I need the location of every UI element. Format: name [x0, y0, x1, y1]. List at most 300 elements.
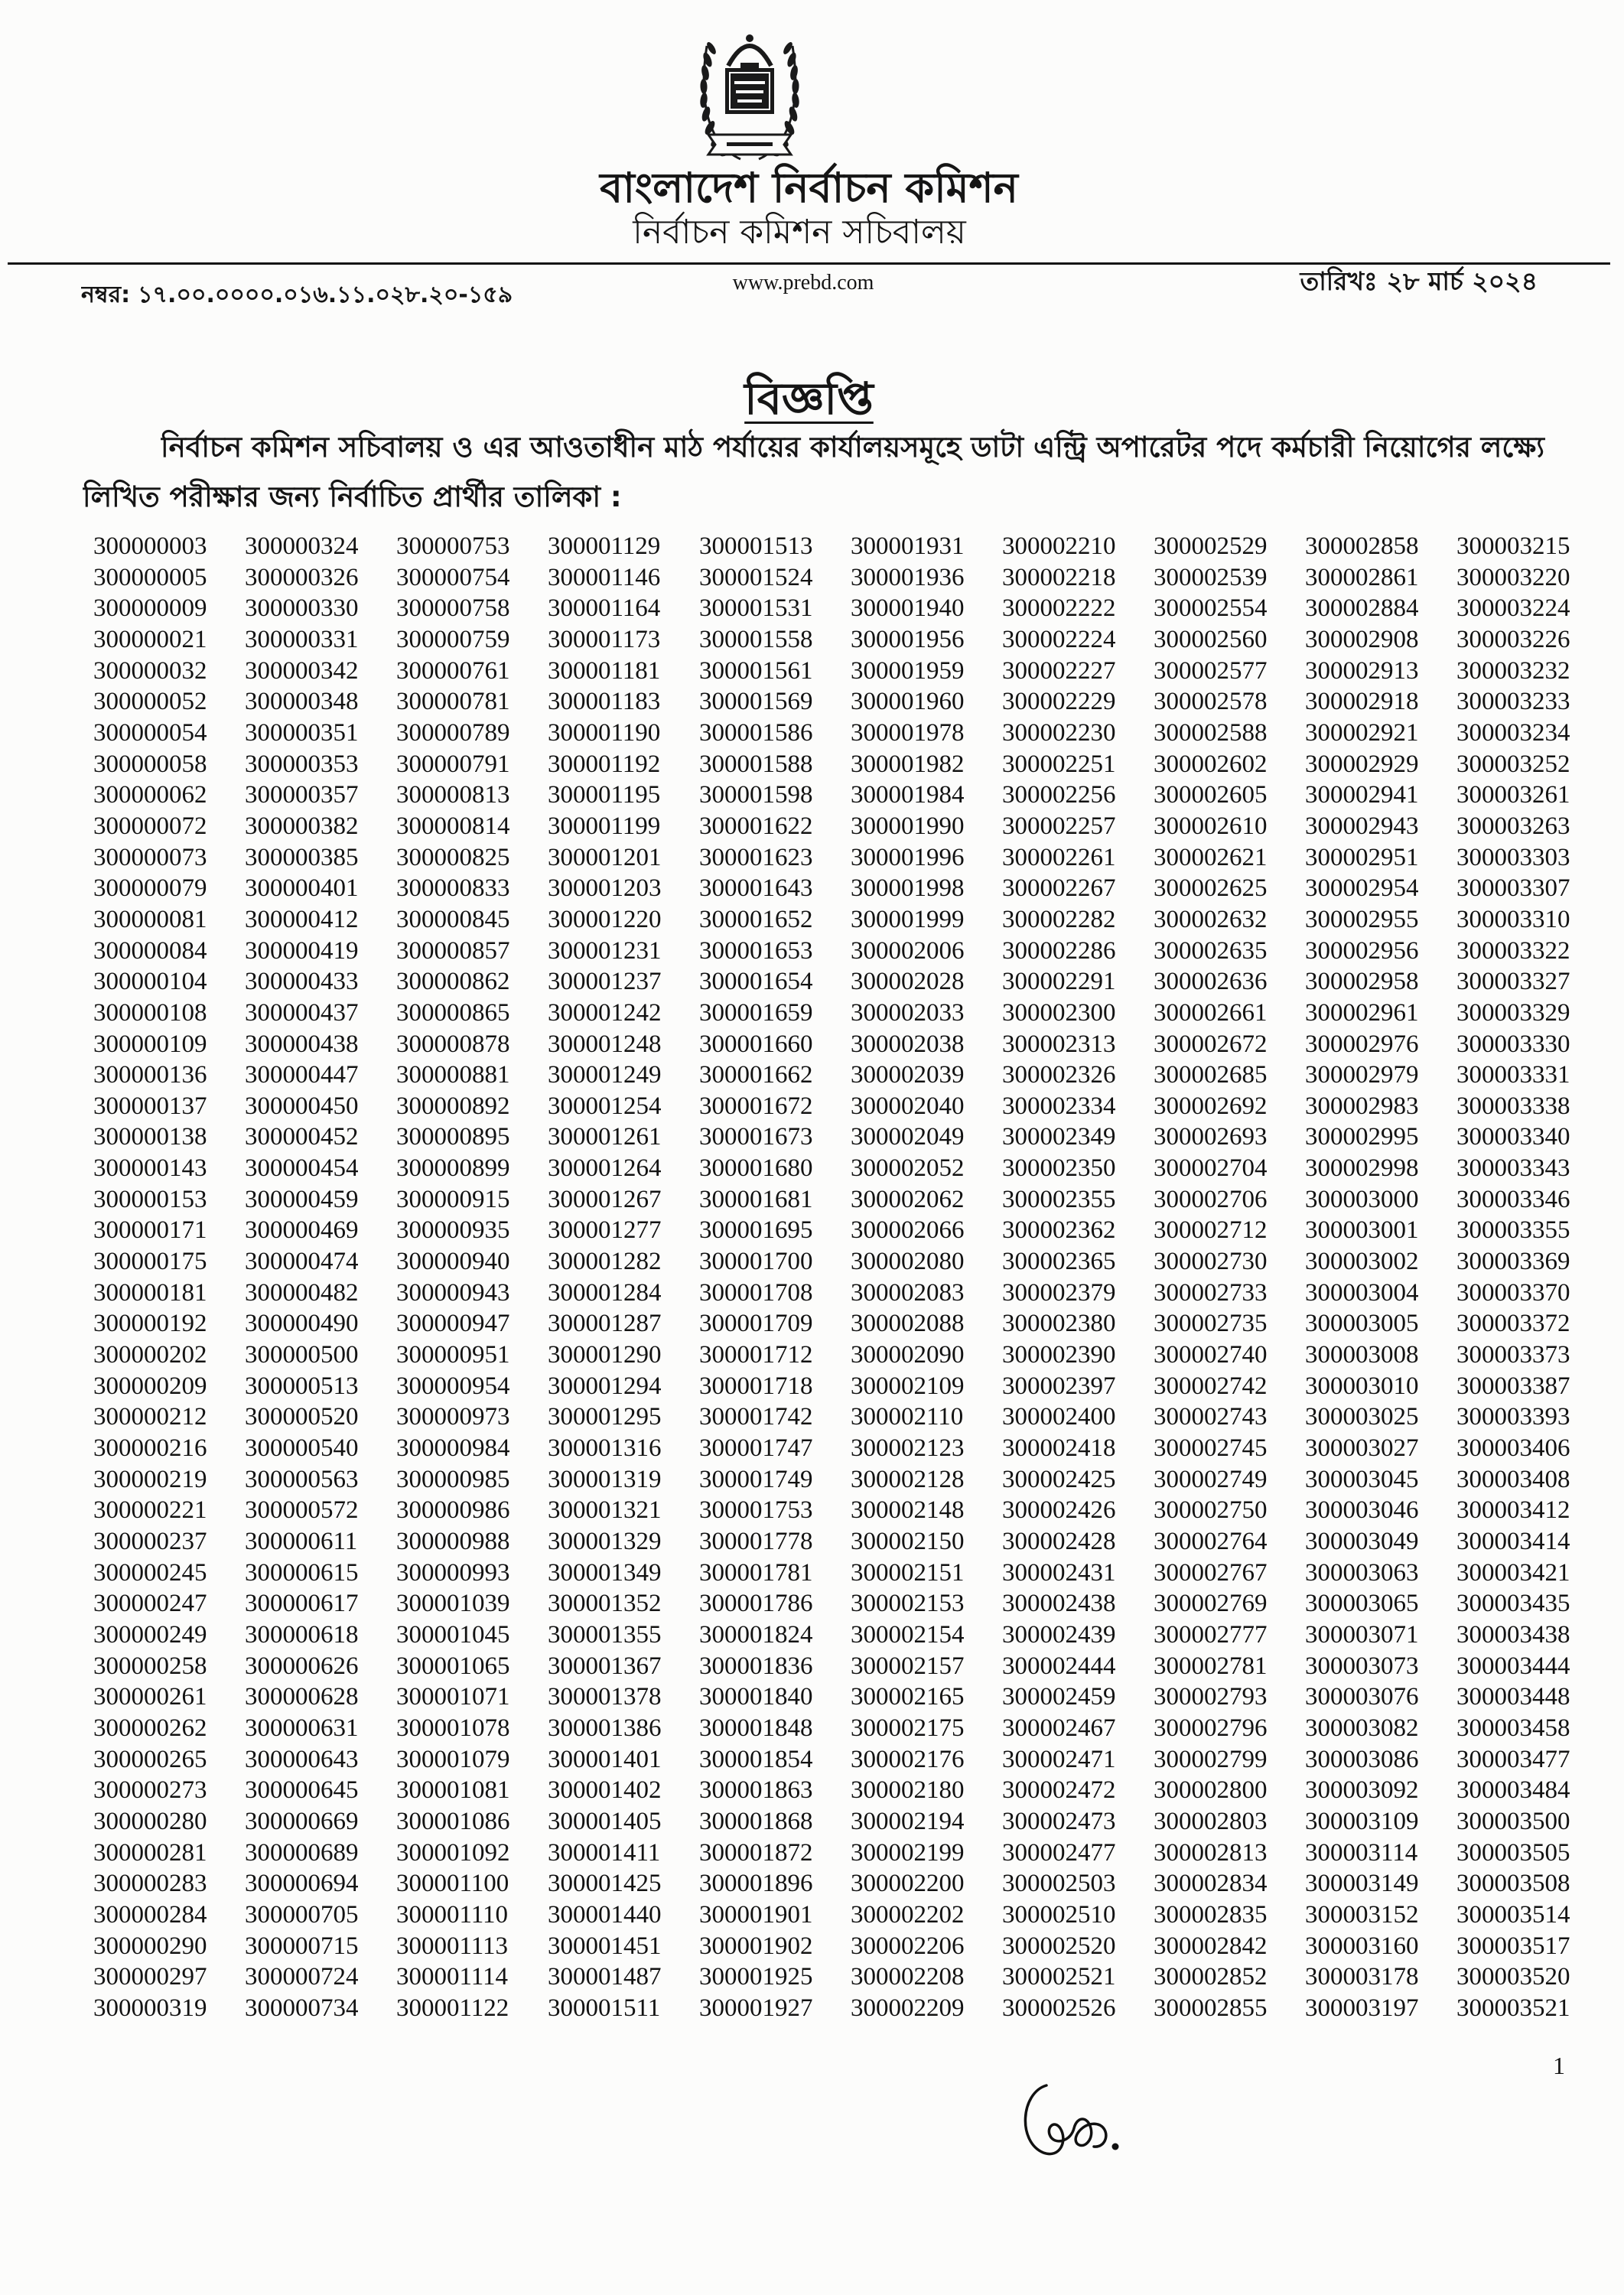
roll-number: 300001487 [548, 1963, 662, 1991]
roll-number: 300003152 [1305, 1900, 1419, 1929]
roll-number: 300002110 [851, 1403, 964, 1431]
roll-number: 300001872 [699, 1838, 813, 1867]
roll-number: 300000943 [396, 1278, 510, 1307]
roll-number: 300003500 [1456, 1807, 1570, 1835]
roll-number: 300001654 [699, 968, 813, 996]
roll-number: 300000615 [245, 1558, 359, 1587]
roll-number: 300000694 [245, 1870, 359, 1898]
roll-number: 300001295 [548, 1403, 662, 1431]
roll-number: 300002444 [1002, 1652, 1116, 1680]
roll-number: 300001078 [396, 1714, 510, 1742]
roll-number: 300000353 [245, 750, 359, 778]
roll-number: 300002958 [1305, 968, 1419, 996]
roll-number: 300003224 [1456, 594, 1570, 623]
roll-number: 300003355 [1456, 1216, 1570, 1245]
roll-number: 300001902 [699, 1932, 813, 1960]
roll-number: 300001660 [699, 1030, 813, 1058]
roll-number: 300000626 [245, 1652, 359, 1680]
roll-number: 300000813 [396, 781, 510, 809]
roll-number: 300000108 [93, 998, 207, 1027]
roll-number: 300000192 [93, 1310, 207, 1338]
roll-number: 300002921 [1305, 718, 1419, 747]
roll-number: 300002913 [1305, 656, 1419, 685]
roll-number: 300002742 [1154, 1372, 1268, 1400]
roll-number: 300001925 [699, 1963, 813, 1991]
roll-number: 300000331 [245, 625, 359, 653]
roll-number: 300002800 [1154, 1776, 1268, 1805]
roll-number: 300002154 [851, 1620, 965, 1649]
roll-number: 300000324 [245, 532, 359, 560]
roll-number: 300003435 [1456, 1590, 1570, 1618]
roll-number: 300000984 [396, 1434, 510, 1463]
roll-number: 300001411 [548, 1838, 661, 1867]
roll-number: 300001237 [548, 968, 662, 996]
roll-number: 300000940 [396, 1248, 510, 1276]
roll-number: 300003331 [1456, 1061, 1570, 1089]
roll-number: 300003372 [1456, 1310, 1570, 1338]
roll-number: 300000104 [93, 968, 207, 996]
roll-number: 300003517 [1456, 1932, 1570, 1960]
roll-number: 300002951 [1305, 843, 1419, 871]
roll-number: 300002861 [1305, 563, 1419, 591]
roll-number: 300002578 [1154, 688, 1268, 716]
roll-number: 300000791 [396, 750, 510, 778]
roll-number: 300001349 [548, 1558, 662, 1587]
roll-number: 300000724 [245, 1963, 359, 1991]
roll-number: 300002842 [1154, 1932, 1268, 1960]
roll-number: 300001868 [699, 1807, 813, 1835]
roll-number: 300002767 [1154, 1558, 1268, 1587]
roll-number: 300000136 [93, 1061, 207, 1089]
roll-number: 300003444 [1456, 1652, 1570, 1680]
roll-number: 300002157 [851, 1652, 965, 1680]
roll-number: 300000993 [396, 1558, 510, 1587]
roll-number: 300001718 [699, 1372, 813, 1400]
roll-number: 300002803 [1154, 1807, 1268, 1835]
roll-number: 300002740 [1154, 1341, 1268, 1369]
emblem-ribbon-lettering [727, 142, 773, 146]
roll-number: 300001927 [699, 1994, 813, 2022]
roll-number: 300002175 [851, 1714, 965, 1742]
roll-number: 300001749 [699, 1465, 813, 1493]
roll-number: 300002764 [1154, 1528, 1268, 1555]
roll-number: 300002777 [1154, 1620, 1268, 1649]
roll-number: 300002929 [1305, 750, 1419, 778]
roll-number: 300002605 [1154, 781, 1268, 809]
roll-number: 300001248 [548, 1030, 662, 1058]
roll-number: 300003027 [1305, 1434, 1419, 1463]
roll-number: 300000643 [245, 1745, 359, 1773]
roll-number: 300001264 [548, 1154, 662, 1183]
roll-number: 300001451 [548, 1932, 662, 1960]
roll-number: 300002733 [1154, 1278, 1268, 1307]
roll-number: 300002943 [1305, 812, 1419, 840]
roll-number: 300002749 [1154, 1465, 1268, 1493]
roll-number: 300002521 [1002, 1963, 1116, 1991]
roll-number: 300000459 [245, 1185, 359, 1213]
secretariat-name: নির্বাচন কমিশন সচিবালয় [633, 213, 966, 252]
roll-number: 300001405 [548, 1807, 662, 1835]
roll-number: 300002209 [851, 1994, 965, 2022]
roll-number: 300002520 [1002, 1932, 1116, 1960]
roll-number: 300002400 [1002, 1403, 1116, 1431]
emblem-sun [746, 34, 753, 42]
roll-number: 300002202 [851, 1900, 965, 1929]
roll-number: 300002380 [1002, 1310, 1116, 1338]
roll-number: 300001513 [699, 532, 813, 560]
roll-number: 300003307 [1456, 874, 1570, 903]
roll-number: 300001242 [548, 998, 662, 1027]
roll-number: 300001425 [548, 1870, 662, 1898]
roll-number: 300002418 [1002, 1434, 1116, 1463]
roll-number: 300002712 [1154, 1216, 1268, 1245]
roll-number: 300001199 [548, 812, 661, 840]
roll-number: 300000209 [93, 1372, 207, 1400]
roll-number: 300000572 [245, 1496, 359, 1525]
roll-number: 300000986 [396, 1496, 510, 1525]
roll-number: 300002229 [1002, 688, 1116, 716]
roll-number: 300000084 [93, 936, 207, 965]
date-label: তারিখঃ [1300, 266, 1378, 296]
roll-number: 300001569 [699, 688, 813, 716]
roll-number: 300000899 [396, 1154, 510, 1183]
roll-number: 300001277 [548, 1216, 662, 1245]
roll-number: 300002636 [1154, 968, 1268, 996]
roll-number: 300002028 [851, 968, 965, 996]
roll-number: 300002267 [1002, 874, 1116, 903]
roll-number: 300003408 [1456, 1465, 1570, 1493]
roll-number: 300002908 [1305, 625, 1419, 653]
roll-number: 300000342 [245, 656, 359, 685]
roll-number: 300000032 [93, 656, 207, 685]
memo-number: ১৭.০০.০০০০.০১৬.১১.০২৮.২০-১৫৯ [138, 282, 513, 308]
roll-number: 300001440 [548, 1900, 662, 1929]
roll-number: 300001402 [548, 1776, 662, 1805]
signature [1011, 2066, 1141, 2173]
roll-number: 300001511 [548, 1994, 661, 2022]
roll-number: 300001039 [396, 1590, 510, 1618]
roll-number: 300001586 [699, 718, 813, 747]
roll-number: 300003046 [1305, 1496, 1419, 1525]
roll-number: 300002743 [1154, 1403, 1268, 1431]
roll-number: 300000153 [93, 1185, 207, 1213]
roll-number: 300000540 [245, 1434, 359, 1463]
roll-number: 300000171 [93, 1216, 207, 1245]
roll-number: 300001122 [396, 1994, 509, 2022]
roll-number: 300000290 [93, 1932, 207, 1960]
roll-number: 300003004 [1305, 1278, 1419, 1307]
roll-number: 300001956 [851, 625, 965, 653]
roll-number: 300002918 [1305, 688, 1419, 716]
roll-number: 300002858 [1305, 532, 1419, 560]
roll-number: 300001840 [699, 1683, 813, 1711]
roll-number: 300001181 [548, 656, 661, 685]
roll-number: 300001747 [699, 1434, 813, 1463]
roll-number: 300003505 [1456, 1838, 1570, 1867]
roll-number: 300000881 [396, 1061, 510, 1089]
roll-number: 300000330 [245, 594, 359, 623]
roll-number: 300000469 [245, 1216, 359, 1245]
roll-number: 300001316 [548, 1434, 662, 1463]
roll-number: 300000261 [93, 1683, 207, 1711]
roll-number: 300002194 [851, 1807, 965, 1835]
roll-number: 300002554 [1154, 594, 1268, 623]
roll-number: 300000419 [245, 936, 359, 965]
roll-number: 300003421 [1456, 1558, 1570, 1587]
roll-number: 300002835 [1154, 1900, 1268, 1929]
roll-number: 300002473 [1002, 1807, 1116, 1835]
roll-number: 300000073 [93, 843, 207, 871]
roll-number: 300000618 [245, 1620, 359, 1649]
roll-number: 300001984 [851, 781, 965, 809]
roll-number: 300001653 [699, 936, 813, 965]
roll-number: 300000212 [93, 1403, 207, 1431]
roll-number: 300001996 [851, 843, 965, 871]
roll-number: 300001287 [548, 1310, 662, 1338]
roll-number: 300000935 [396, 1216, 510, 1245]
roll-number: 300002632 [1154, 905, 1268, 933]
roll-number: 300000563 [245, 1465, 359, 1493]
roll-number: 300003412 [1456, 1496, 1570, 1525]
roll-number: 300001824 [699, 1620, 813, 1649]
roll-number: 300002256 [1002, 781, 1116, 809]
memo-label: নম্বর: [81, 282, 131, 308]
roll-number: 300000513 [245, 1372, 359, 1400]
roll-number: 300001081 [396, 1776, 510, 1805]
roll-number: 300002039 [851, 1061, 965, 1089]
roll-number: 300002180 [851, 1776, 965, 1805]
roll-number: 300002955 [1305, 905, 1419, 933]
roll-number: 300002326 [1002, 1061, 1116, 1089]
roll-number: 300002261 [1002, 843, 1116, 871]
roll-number: 300002529 [1154, 532, 1268, 560]
roll-number: 300000072 [93, 812, 207, 840]
roll-number: 300000319 [93, 1994, 207, 2022]
issue-date [1209, 265, 1538, 298]
roll-number: 300000482 [245, 1278, 359, 1307]
roll-number: 300001129 [548, 532, 661, 560]
roll-number: 300001321 [548, 1496, 662, 1525]
roll-number: 300001978 [851, 718, 965, 747]
roll-number: 300002066 [851, 1216, 965, 1245]
roll-number: 300002390 [1002, 1341, 1116, 1369]
roll-number: 300003330 [1456, 1030, 1570, 1058]
roll-number: 300001113 [396, 1932, 509, 1960]
roll-number: 300003065 [1305, 1590, 1419, 1618]
roll-number: 300002282 [1002, 905, 1116, 933]
roll-number: 300002062 [851, 1185, 965, 1213]
roll-number: 300000326 [245, 563, 359, 591]
roll-number: 300000862 [396, 968, 510, 996]
roll-number: 300002979 [1305, 1061, 1419, 1089]
roll-number: 300000452 [245, 1123, 359, 1151]
roll-number: 300001352 [548, 1590, 662, 1618]
roll-number: 300002730 [1154, 1248, 1268, 1276]
roll-number: 300003458 [1456, 1714, 1570, 1742]
roll-number: 300001378 [548, 1683, 662, 1711]
roll-number: 300003252 [1456, 750, 1570, 778]
roll-number: 300001786 [699, 1590, 813, 1618]
roll-number: 300000438 [245, 1030, 359, 1058]
roll-number: 300002793 [1154, 1683, 1268, 1711]
roll-number: 300002661 [1154, 998, 1268, 1027]
roll-number: 300002257 [1002, 812, 1116, 840]
roll-number: 300002704 [1154, 1154, 1268, 1183]
roll-number: 300003338 [1456, 1092, 1570, 1120]
roll-number: 300001959 [851, 656, 965, 685]
roll-number: 300002539 [1154, 563, 1268, 591]
roll-number: 300001643 [699, 874, 813, 903]
roll-number: 300002350 [1002, 1154, 1116, 1183]
roll-number: 300002621 [1154, 843, 1268, 871]
roll-number: 300002510 [1002, 1900, 1116, 1929]
roll-number: 300002200 [851, 1870, 965, 1898]
roll-number: 300001282 [548, 1248, 662, 1276]
roll-number: 300003329 [1456, 998, 1570, 1027]
roll-number: 300002426 [1002, 1496, 1116, 1525]
roll-number: 300003008 [1305, 1341, 1419, 1369]
roll-number: 300000202 [93, 1341, 207, 1369]
roll-number: 300000454 [245, 1154, 359, 1183]
roll-number: 300003370 [1456, 1278, 1570, 1307]
roll-number: 300002210 [1002, 532, 1116, 560]
roll-number: 300001673 [699, 1123, 813, 1151]
roll-number: 300001742 [699, 1403, 813, 1431]
roll-number: 300001680 [699, 1154, 813, 1183]
roll-number: 300000814 [396, 812, 510, 840]
roll-number: 300002230 [1002, 718, 1116, 747]
roll-number: 300002355 [1002, 1185, 1116, 1213]
roll-number: 300003340 [1456, 1123, 1570, 1151]
roll-number: 300001848 [699, 1714, 813, 1742]
roll-number: 300000845 [396, 905, 510, 933]
roll-number: 300002123 [851, 1434, 965, 1463]
roll-number: 300001778 [699, 1528, 813, 1555]
roll-number: 300002148 [851, 1496, 965, 1525]
roll-number: 300002251 [1002, 750, 1116, 778]
roll-number: 300000789 [396, 718, 510, 747]
roll-number: 300002428 [1002, 1528, 1116, 1555]
roll-number: 300002313 [1002, 1030, 1116, 1058]
roll-number: 300002954 [1305, 874, 1419, 903]
roll-number: 300000079 [93, 874, 207, 903]
roll-number: 300002128 [851, 1465, 965, 1493]
roll-number: 300003049 [1305, 1528, 1419, 1555]
roll-number: 300002033 [851, 998, 965, 1027]
roll-number: 300001110 [396, 1900, 509, 1929]
roll-number: 300001231 [548, 936, 662, 965]
roll-number: 300002151 [851, 1558, 965, 1587]
roll-number: 300000249 [93, 1620, 207, 1649]
roll-number: 300003220 [1456, 563, 1570, 591]
roll-number: 300001254 [548, 1092, 662, 1120]
roll-number: 300001558 [699, 625, 813, 653]
roll-number: 300001990 [851, 812, 965, 840]
roll-number: 300000611 [245, 1528, 358, 1555]
roll-number: 300000138 [93, 1123, 207, 1151]
roll-number: 300002750 [1154, 1496, 1268, 1525]
roll-number: 300001588 [699, 750, 813, 778]
roll-number: 300000273 [93, 1776, 207, 1805]
roll-number: 300003082 [1305, 1714, 1419, 1742]
roll-number: 300000754 [396, 563, 510, 591]
roll-number: 300002052 [851, 1154, 965, 1183]
roll-number: 300000520 [245, 1403, 359, 1431]
roll-number: 300001622 [699, 812, 813, 840]
roll-number: 300000005 [93, 563, 207, 591]
roll-number: 300000281 [93, 1838, 207, 1867]
roll-number: 300000348 [245, 688, 359, 716]
roll-number: 300003001 [1305, 1216, 1419, 1245]
roll-number: 300000857 [396, 936, 510, 965]
roll-number: 300002796 [1154, 1714, 1268, 1742]
roll-number: 300000351 [245, 718, 359, 747]
roll-number: 300000081 [93, 905, 207, 933]
roll-number: 300002176 [851, 1745, 965, 1773]
roll-number: 300001294 [548, 1372, 662, 1400]
roll-number: 300002577 [1154, 656, 1268, 685]
roll-number: 300001712 [699, 1341, 813, 1369]
roll-number: 300001173 [548, 625, 661, 653]
roll-number: 300000988 [396, 1528, 510, 1555]
date-value: ২৮ মার্চ ২০২৪ [1386, 266, 1538, 296]
roll-number: 300000237 [93, 1528, 207, 1555]
roll-number: 300000247 [93, 1590, 207, 1618]
roll-number: 300001836 [699, 1652, 813, 1680]
roll-number: 300002431 [1002, 1558, 1116, 1587]
roll-number: 300003343 [1456, 1154, 1570, 1183]
roll-number: 300000759 [396, 625, 510, 653]
roll-number: 300001201 [548, 843, 662, 871]
roll-number: 300000297 [93, 1963, 207, 1991]
roll-number: 300002222 [1002, 594, 1116, 623]
roll-number: 300001045 [396, 1620, 510, 1649]
roll-number: 300001203 [548, 874, 662, 903]
roll-number: 300002439 [1002, 1620, 1116, 1649]
roll-number: 300001931 [851, 532, 965, 560]
roll-number: 300000705 [245, 1900, 359, 1929]
roll-number: 300000181 [93, 1278, 207, 1307]
roll-number: 300000865 [396, 998, 510, 1027]
roll-number: 300002150 [851, 1528, 965, 1555]
roll-number: 300000062 [93, 781, 207, 809]
website-watermark: www.prebd.com [732, 271, 874, 295]
roll-number: 300002477 [1002, 1838, 1116, 1867]
roll-number: 300000825 [396, 843, 510, 871]
roll-number: 300000954 [396, 1372, 510, 1400]
roll-number: 300003045 [1305, 1465, 1419, 1493]
roll-number: 300001652 [699, 905, 813, 933]
roll-number: 300003448 [1456, 1683, 1570, 1711]
roll-number: 300002706 [1154, 1185, 1268, 1213]
roll-number: 300001192 [548, 750, 661, 778]
roll-number: 300000500 [245, 1341, 359, 1369]
roll-number: 300000245 [93, 1558, 207, 1587]
roll-number: 300002983 [1305, 1092, 1419, 1120]
roll-number: 300003215 [1456, 532, 1570, 560]
roll-number: 300001672 [699, 1092, 813, 1120]
roll-number: 300003086 [1305, 1745, 1419, 1773]
roll-number: 300003346 [1456, 1185, 1570, 1213]
election-commission-emblem [687, 20, 812, 170]
roll-number: 300002006 [851, 936, 965, 965]
roll-number: 300001267 [548, 1185, 662, 1213]
roll-number: 300001863 [699, 1776, 813, 1805]
roll-number: 300002365 [1002, 1248, 1116, 1276]
roll-number: 300000628 [245, 1683, 359, 1711]
roll-number: 300001114 [396, 1963, 509, 1991]
roll-number: 300002852 [1154, 1963, 1268, 1991]
